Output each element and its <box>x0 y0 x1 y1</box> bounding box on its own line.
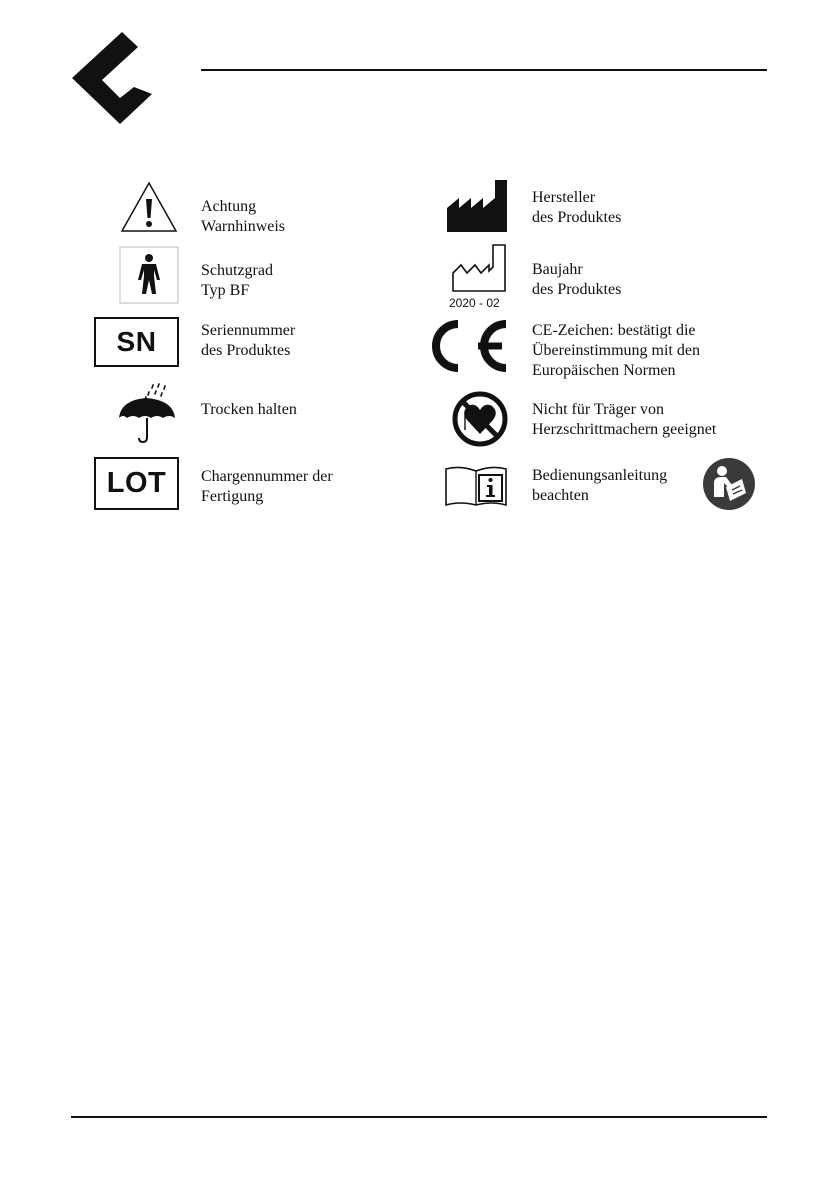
type-bf-person-icon <box>119 246 179 304</box>
type-bf-label: Schutzgrad Typ BF <box>201 262 273 299</box>
instruction-manual-icon <box>444 465 508 507</box>
no-pacemaker-icon <box>451 390 509 448</box>
ce-mark-label: CE-Zeichen: bestätigt die Übereinstimmung mit den Europäischen Normen <box>532 322 700 379</box>
brand-logo <box>72 32 156 128</box>
no-pacemaker-label: Nicht für Träger von Herzschrittmachern geeignet <box>532 401 717 438</box>
lot-number-icon: LOT <box>94 457 179 510</box>
manufacture-date-caption: 2020 - 02 <box>449 296 500 310</box>
read-manual-pictogram-icon <box>702 457 756 511</box>
manufacturer-factory-icon <box>445 178 509 233</box>
footer-rule <box>71 1116 767 1118</box>
warning-label: Achtung Warnhinweis <box>201 198 286 235</box>
ce-mark-icon <box>418 320 514 372</box>
lot-number-label: Chargennummer der Fertigung <box>201 468 333 505</box>
serial-number-icon: SN <box>94 317 179 367</box>
serial-number-label: Seriennummer des Produktes <box>201 322 296 359</box>
manufacture-date-label: Baujahr des Produktes <box>532 261 622 298</box>
umbrella-rain-icon <box>115 382 181 444</box>
manufacturer-label: Hersteller des Produktes <box>532 189 622 226</box>
manufacture-date-icon <box>451 243 507 293</box>
instruction-manual-label: Bedienungsanleitung beachten <box>532 467 668 504</box>
keep-dry-label: Trocken halten <box>201 401 297 418</box>
header-rule <box>201 69 767 71</box>
warning-triangle-icon <box>119 180 179 234</box>
